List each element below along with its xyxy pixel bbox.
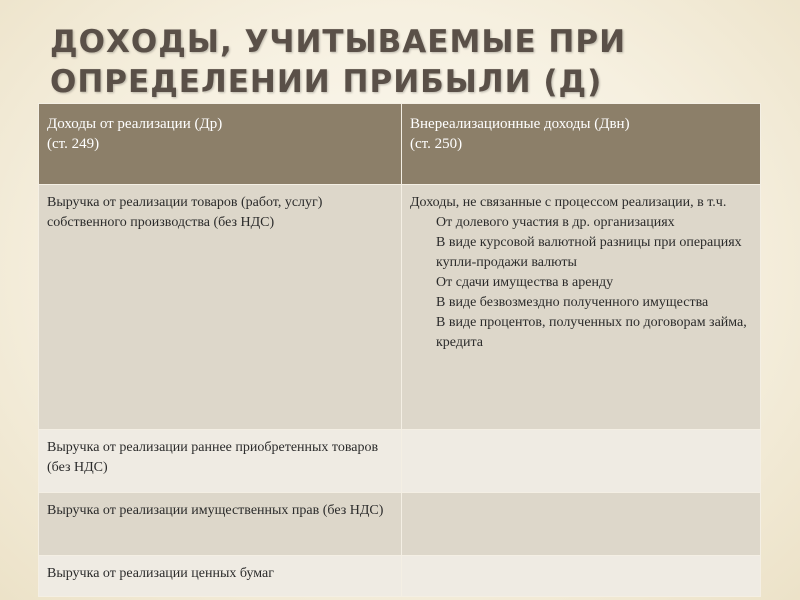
header-non-sales-income-title: Внереализационные доходы (Двн) — [410, 116, 630, 132]
title-line-1: ДОХОДЫ, УЧИТЫВАЕМЫЕ ПРИ — [50, 24, 627, 60]
cell-right — [402, 430, 761, 493]
header-non-sales-income — [402, 104, 761, 185]
header-non-sales-income-article: (ст. 250) — [410, 136, 463, 152]
list-item — [410, 273, 752, 293]
list-item-text: В виде процентов, полученных по договорам займа, кредита — [436, 315, 747, 350]
header-sales-income-article: (ст. 249) — [47, 136, 100, 152]
list-item-text: В виде курсовой валютной разницы при операциях купли-продажи валюты — [436, 235, 742, 270]
income-table — [38, 103, 761, 597]
cell-right — [402, 556, 761, 597]
table-row — [39, 185, 761, 430]
cell-left: Выручка от реализации товаров (работ, услуг) собственного производства (без НДС) — [39, 185, 402, 430]
list-item — [410, 313, 752, 353]
page-title — [50, 22, 770, 102]
list-item-text: В виде безвозмездно полученного имущества — [436, 295, 709, 310]
cell-left: Выручка от реализации ценных бумаг — [39, 556, 402, 597]
right-intro: Доходы, не связанные с процессом реализации, в т.ч. — [410, 195, 727, 210]
list-item — [410, 293, 752, 313]
table-row — [39, 493, 761, 556]
cell-right — [402, 493, 761, 556]
table-row — [39, 430, 761, 493]
list-item-text: От сдачи имущества в аренду — [436, 275, 614, 290]
list-item-text: От долевого участия в др. организациях — [436, 215, 675, 230]
list-item — [410, 233, 752, 273]
title-line-2: ОПРЕДЕЛЕНИИ ПРИБЫЛИ (Д) — [50, 64, 603, 100]
cell-left: Выручка от реализации имущественных прав (без НДС) — [39, 493, 402, 556]
cell-left: Выручка от реализации раннее приобретенных товаров (без НДС) — [39, 430, 402, 493]
table-header-row — [39, 104, 761, 185]
list-item — [410, 213, 752, 233]
cell-right — [402, 185, 761, 430]
header-sales-income-title: Доходы от реализации (Др) — [47, 116, 223, 132]
header-sales-income — [39, 104, 402, 185]
bullet-list — [410, 213, 752, 353]
table-row — [39, 556, 761, 597]
